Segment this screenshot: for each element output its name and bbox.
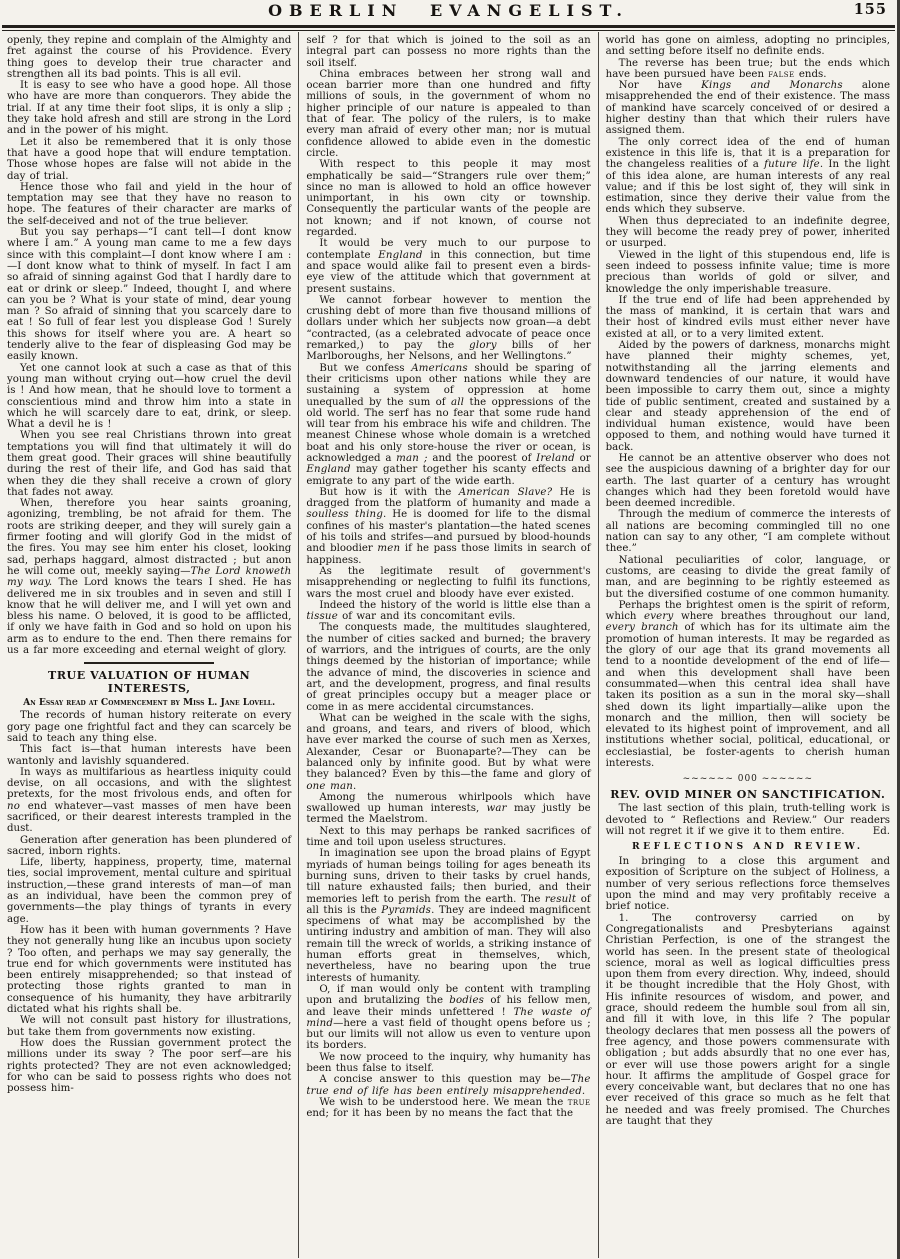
- paragraph: In imagination see upon the broad plains of Egypt myriads of human beings toiling for ages beneath its burning suns, driven to their tasks by cruel hands, till nature exhausted fails; then buried, and their memories left to perish from the earth. The result of all this is the Pyramids. They are indeed magnificent specimens of what may be accomplished by the untiring industry and ambition of man. They will also remain till the wreck of worlds, a striking instance of human efforts great in themselves, which, nevertheless, have no bearing upon the true interests of humanity.: [306, 848, 591, 984]
- paragraph: We cannot forbear however to mention the crushing debt of more than five thousand millions of dollars under which her subjects now groan—a debt “contracted, (as a celebrated advocate of peace once remarked,) to pay the glory bills of her Marlboroughs, her Nelsons, and her Wellingtons.”: [306, 294, 591, 363]
- paragraph: With respect to this people it may most emphatically be said—“Strangers rule over them;” since no man is allowed to hold an office however unimportant, in his own city or township. Consequently the particular wants of the people are not known; and if not known, of course not regarded.: [306, 159, 591, 239]
- paragraph: We now proceed to the inquiry, why humanity has been thus false to itself.: [306, 1051, 591, 1075]
- article-byline: An Essay read at Commencement by Miss L. Jane Lovell.: [23, 697, 276, 709]
- paragraph: The records of human history reiterate on every gory page one frightful fact and they can scarcely be said to teach any thing else.: [7, 710, 292, 744]
- paragraph: When thus depreciated to an indefinite degree, they will become the ready prey of power, inherited or usurped.: [605, 215, 890, 250]
- paragraph: O, if man would only be content with trampling upon and brutalizing the bodies of his fellow men, and leave their minds unfettered ! The waste of mind—here a vast field of thought opens before us ; but our limits will not allow us even to venture upon its borders.: [306, 983, 591, 1052]
- paragraph: Perhaps the brightest omen is the spirit of reform, which every where breathes throughout our land, every branch of which has for its ultimate aim the promotion of human interests. It may be regarded as the glory of our age that its grand movements all tend to a noontide development of the end of life—and when this development shall have been consummated—when this central idea shall have taken its position as a sun in the moral sky—shall shed down its light impartially—alike upon the monarch and the million, then will society be elevated to its highest point of improvement, and all institutions whether social, political, educational, or ecclesiastial, be foster-agents to cherish human interests.: [605, 599, 890, 769]
- paragraph: 1. The controversy carried on by Congregationalists and Presbyterians against Christian Perfection, is one of the strangest the world has seen. In the present state of theological science, moral as well as logical difficulties press upon them from every direction. Why, indeed, should it be thought incredible that the Holy Ghost, with His infinite resources of wisdom, and power, and grace, should redeem the humble soul from all sin, and fill it with love, in this life ? The popular theology declares that men possess all the powers of free agency, and those powers commensurate with obligation ; but adds absurdly that no one ever has, or ever will use those powers aright for a single hour. It affirms the amplitude of Gospel grace for every conceivable want, but declares that no one has ever received of this grace so much as he felt that he needed and was freely promised. The Churches are taught that they: [605, 912, 890, 1128]
- article-title: TRUE VALUATION OF HUMAN INTERESTS,: [48, 669, 251, 696]
- paragraph: But how is it with the American Slave? He is dragged from the platform of humanity and made a soulless thing. He is doomed for life to the dismal confines of his master's plantation—the hated scenes of his toils and strifes—and pursued by blood-hounds and bloodier men if he pass those limits in search of happiness.: [306, 486, 591, 566]
- paragraph: In ways as multifarious as heartless iniquity could devise, on all occasions, and with the slightest pretexts, for the most frivolous ends, and often for no end whatever—vast masses of men have been sacrificed, or their dearest interests trampled in the dust.: [7, 766, 292, 835]
- column-1: [0, 32, 298, 1258]
- paragraph: The only correct idea of the end of human existence in this life is, that it is a preparation for the changeless realities of a future life. In the light of this idea alone, are human interests of any real value; and if this be lost sight of, they will sink in estimation, since they derive their value from the ends which they subserve.: [605, 136, 890, 216]
- paragraph: A concise answer to this question may be—The true end of life has been entirely misapprehended.: [306, 1074, 591, 1097]
- paragraph: He cannot be an attentive observer who does not see the auspicious dawning of a brighter day for our earth. The last quarter of a century has wrought changes which had they been foretold would have been deemed incredible.: [605, 452, 890, 510]
- newspaper-title: OBERLIN EVANGELIST.: [268, 1, 629, 20]
- paragraph: The conquests made, the multitudes slaughtered, the number of cities sacked and burned; the bravery of warriors, and the intrigues of courts, are the only things deemed by the historian of importance; while the advance of mind, the discoveries in science and art, and the development, progress, and final results of great principles occupy but a meager place or come in as mere accidental circumstances.: [306, 622, 591, 713]
- paragraph: It would be very much to our purpose to contemplate England in this connection, but time and space would alike fail to present even a birds-eye view of the attitude which that government at present sustains.: [306, 238, 591, 295]
- paragraph: Through the medium of commerce the interests of all nations are becoming commingled till no one nation can say to any other, “I am complete without thee.”: [605, 509, 890, 555]
- paragraph: openly, they repine and complain of the Almighty and fret against the course of his Providence. Every thing goes to develop their true character and strengthen all its bad points. This is all evil.: [7, 35, 292, 80]
- section-divider-ornament: ~~~~~~ 000 ~~~~~~: [682, 774, 814, 785]
- paragraph: When, therefore you hear saints groaning, agonizing, trembling, be not afraid for them. The roots are striking deeper, and they will surely gain a firmer footing and will glorify God in the midst of the fires. You may see him enter his closet, looking sad, perhaps haggard, almost distracted ; but anon he will come out, meekly saying—The Lord knoweth my way. The Lord knows the tears I shed. He has delivered me in six troubles and in seven and still I know that he will deliver me, and I will yet own and bless his name. O beloved, it is good to be afflicted, if only we have faith in God and so hold on upon his arm as to endure to the end. Then there remains for us a far more exceeding and eternal weight of glory.: [7, 498, 292, 657]
- paragraph: How does the Russian government protect the millions under its sway ? The poor serf—are his rights protected? They are not even acknowledged; for who can be said to possess rights who does not possess him-: [7, 1037, 292, 1095]
- paragraph: Nor have Kings and Monarchs alone misapprehended the end of their existence. The mass of mankind have scarcely conceived of or desired a higher destiny than that which their rulers have assigned them.: [605, 80, 890, 137]
- paragraph: Indeed the history of the world is little else than a tissue of war and its concomitant evils.: [306, 599, 591, 623]
- paragraph: This fact is—that human interests have been wantonly and lavishly squandered.: [7, 744, 292, 767]
- paragraph: We will not consult past history for illustrations, but take them from governments now existing.: [7, 1015, 292, 1038]
- paragraph: Life, liberty, happiness, property, time, maternal ties, social improvement, mental culture and spiritual instruction,—these grand interests of man—of man as an individual, have been the common prey of governments—the play things of tyrants in every age.: [7, 857, 292, 925]
- section-crosshead: REFLECTIONS AND REVIEW.: [631, 841, 864, 853]
- paragraph: In bringing to a close this argument and exposition of Scripture on the subject of Holiness, a number of very serious reflections force themselves upon the mind and may very profitably receive a brief notice.: [605, 856, 890, 913]
- paragraph: As the legitimate result of government's misapprehending or neglecting to fulfil its functions, wars the most cruel and bloody have ever existed.: [306, 565, 591, 600]
- page-number: 155: [853, 1, 887, 18]
- paragraph: National peculiarities of color, language, or customs, are ceasing to divide the great family of man, and are beginning to be rightly esteemed as but the diversified costume of one common humanity.: [605, 554, 890, 600]
- paragraph: Hence those who fail and yield in the hour of temptation may see that they have no reason to hope. The features of their character are marks of the self-deceived and not of the true believer.: [7, 181, 292, 227]
- masthead: [0, 0, 897, 25]
- paragraph: Let it also be remembered that it is only those that have a good hope that will endure temptation. Those whose hopes are false will not abide in the day of trial.: [7, 136, 292, 182]
- paragraph: It is easy to see who have a good hope. All those who have are more than conquerors. They abide the trial. If at any time their foot slips, it is only a slip ; they take hold afresh and still are strong in the Lord and in the power of his might.: [7, 80, 292, 137]
- paragraph: Yet one cannot look at such a case as that of this young man without crying out—how cruel the devil is ! And how mean, that he should love to torment a conscientious mind and throw him into a state in which he will scarcely dare to eat, drink, or sleep. What a devil he is !: [7, 362, 292, 431]
- paragraph: We wish to be understood here. We mean the true end; for it has been by no means the fact that the: [306, 1096, 591, 1120]
- paragraph: But you say perhaps—“I cant tell—I dont know where I am.” A young man came to me a few days since with this complaint—I dont know where I am :—I dont know what to think of myself. In fact I am so afraid of sinning against God that I hardly dare to eat or drink or sleep.” Indeed, thought I, and where can you be ? What is your state of mind, dear young man ? So afraid of sinning that you scarcely dare to eat ! So full of fear lest you displease God ! Surely this shows for itself where you are. A heart so tenderly alive to the fear of displeasing God may be easily known.: [7, 227, 292, 363]
- paragraph: world has gone on aimless, adopting no principles, and setting before itself no definite ends.: [605, 35, 890, 58]
- paragraph: China embraces between her strong wall and ocean barrier more than one hundred and fifty millions of souls, in the government of whom no higher principle of our nature is appealed to than that of fear. The policy of the rulers, is to make every man afraid of every other man; nor is mutual confidence allowed to abide even in the domestic circle.: [306, 68, 591, 159]
- paragraph: Generation after generation has been plundered of sacred, inborn rights.: [7, 834, 292, 857]
- article-title: REV. OVID MINER ON SANCTIFICATION.: [610, 788, 886, 802]
- paragraph: self ? for that which is joined to the soil as an integral part can possess no more rights than the soil itself.: [306, 35, 591, 69]
- article-columns: [0, 32, 897, 1258]
- paragraph: But we confess Americans should be sparing of their criticisms upon other nations while they are sustaining a system of oppression at home unequalled by the sum of all the oppressions of the old world. The serf has no fear that some rude hand will tear from his embrace his wife and children. The meanest Chinese whose whole domain is a wretched boat and his only store-house the river or ocean, is acknowledged a man ; and the poorest of Ireland or England may gather together his scanty effects and emigrate to any part of the wide earth.: [306, 362, 591, 487]
- column-3: [598, 32, 897, 1258]
- paragraph: When you see real Christians thrown into great temptations you will find that ultimately it will do them great good. Their graces will shine beautifully during the rest of their life, and God has said that when they die they shall receive a crown of glory that fades not away.: [7, 430, 292, 498]
- paragraph: How has it been with human governments ? Have they not generally hung like an incubus upon society ? Too often, and perhaps we may say generally, the true end for which governments were instituted has been entirely misapprehended; so that instead of protecting those rights granted to man in consequence of his humanity, they have arbitrarily dictated what his rights shall be.: [7, 924, 292, 1016]
- paragraph: The reverse has been true; but the ends which have been pursued have been false ends.: [605, 57, 890, 80]
- paragraph: Among the numerous whirlpools which have swallowed up human interests, war may justly be termed the Maelstrom.: [306, 791, 591, 826]
- paragraph: Next to this may perhaps be ranked sacrifices of time and toil upon useless structures.: [306, 825, 591, 849]
- section-divider-rule: [84, 662, 214, 664]
- paragraph: Viewed in the light of this stupendous end, life is seen indeed to possess infinite value; time is more precious than worlds of gold or silver, and knowledge the only imperishable treasure.: [605, 249, 890, 295]
- paragraph: The last section of this plain, truth-telling work is devoted to “ Reflections and Review.” Our readers will not regret it if we give it to them entire. Ed.: [605, 803, 890, 837]
- paragraph: What can be weighed in the scale with the sighs, and groans, and tears, and rivers of blood, which have ever marked the course of such men as Xerxes, Alexander, Cesar or Buonaparte?—They can be balanced only by infinite good. But by what were they balanced? Even by this—the fame and glory of one man.: [306, 712, 591, 792]
- paragraph: If the true end of life had been apprehended by the mass of mankind, it is certain that wars and their host of kindred evils must either never have existed at all, or to a very limited extent.: [605, 294, 890, 340]
- column-2: [298, 32, 597, 1258]
- paragraph: Aided by the powers of darkness, monarchs might have planned their mighty schemes, yet, notwithstanding all the jarring elements and downward tendencies of our nature, it would have been impossible to carry them out, since a mighty tide of public sentiment, created and sustained by a clear and steady apprehension of the end of individual human existence, would have been opposed to them, and nothing would have turned it back.: [605, 340, 890, 453]
- editor-signature: Ed.: [872, 825, 890, 837]
- masthead-rule: [2, 25, 895, 31]
